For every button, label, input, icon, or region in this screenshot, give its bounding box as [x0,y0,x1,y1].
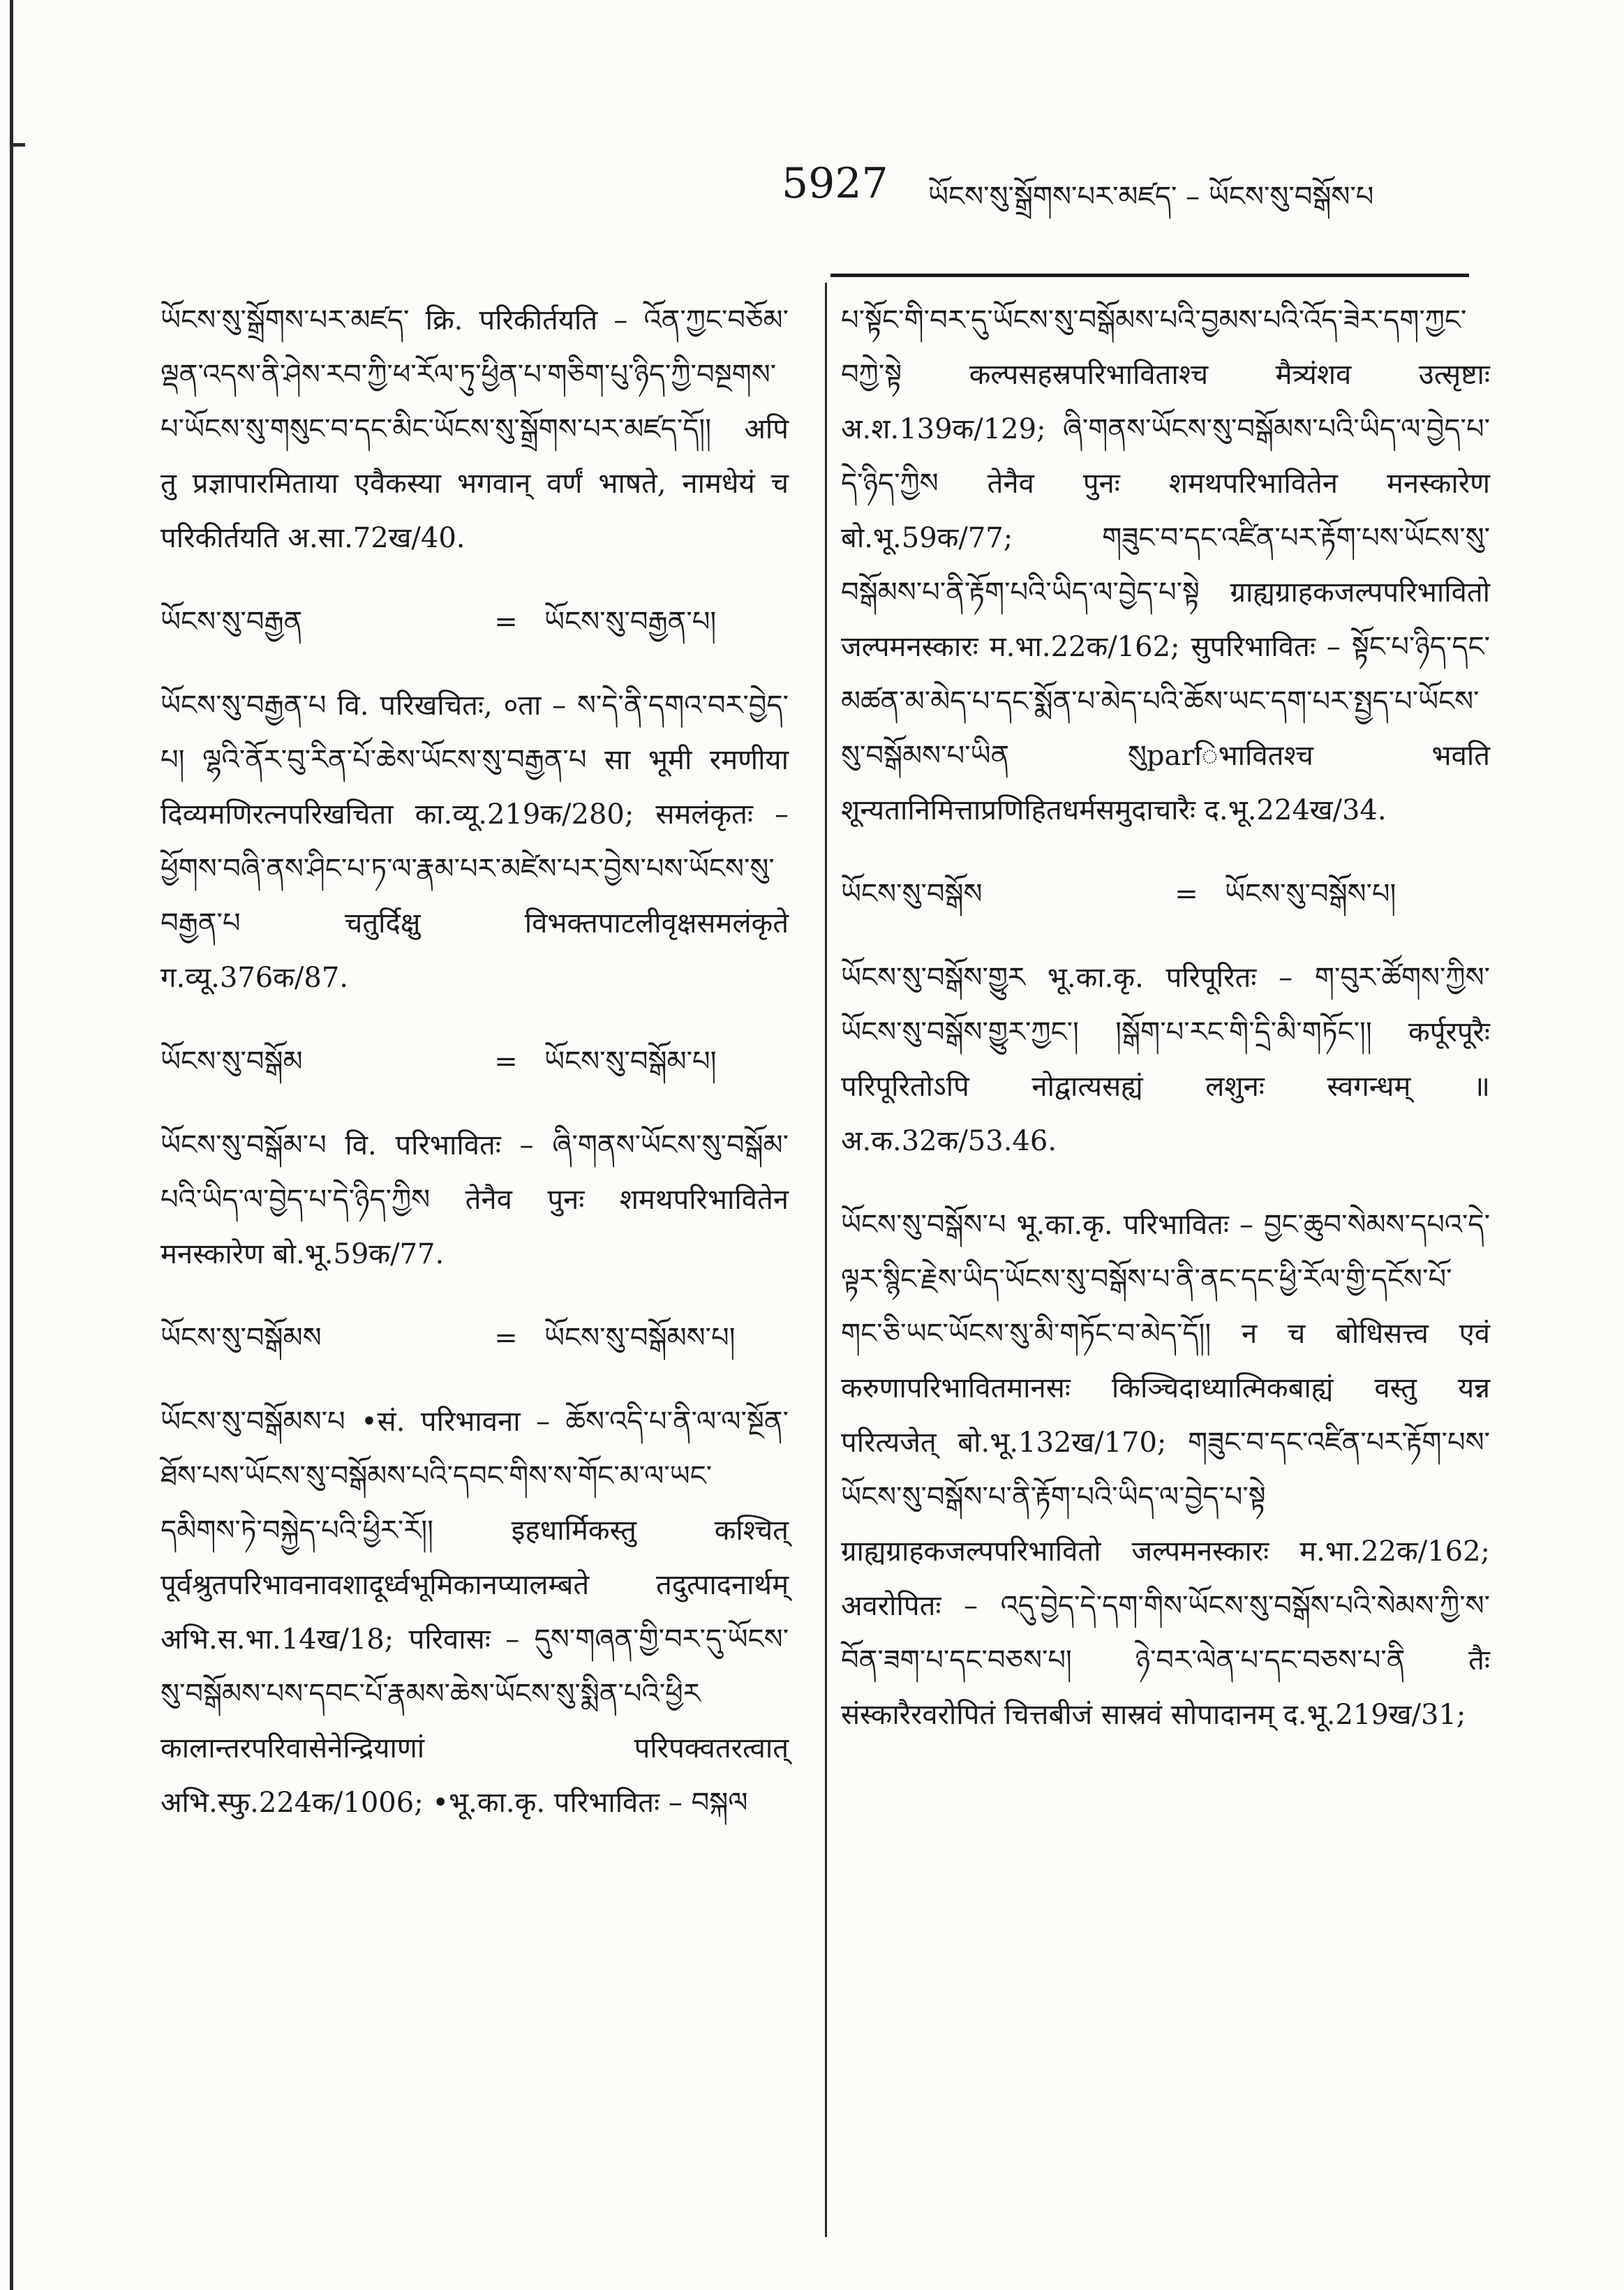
xref-target: ཡོངས་སུ་བརྒྱན་པ། [544,606,717,638]
dictionary-entry [841,1198,1490,1742]
xref-target: ཡོངས་སུ་བསྒོམས་པ། [544,1322,736,1354]
header-rule [830,274,1469,277]
dictionary-entry [161,678,789,1005]
xref-equals: = [494,606,518,638]
xref-equals: = [1175,878,1198,910]
cross-reference [161,1034,789,1089]
xref-equals: = [494,1046,518,1078]
cross-reference [161,1311,789,1365]
entry-text: ཡོངས་སུ་བརྒྱན་པ वि. परिखचितः, ०ता – ས་དེ་ནི་དགའ་བར་བྱེད་པ། ལྷའི་ནོར་བུ་རིན་པོ་ཆེས་ཡོངས་སུ་བརྒྱན་པ सा भूमी रमणीया दिव्यमणिरत्नपरिखचिता का.व्यू.219क/280; समलंकृतः – ཕྱོགས་བཞི་ནས་ཤིང་པ་ཏ་ལ་རྣམ་པར་མཛེས་པར་བྱེས་པས་ཡོངས་སུ་བརྒྱན་པ चतुर्दिक्षु विभक्तपाटलीवृक्षसमलंकृते ग.व्यू.376क/87. [161,690,789,994]
dictionary-entry [841,951,1490,1168]
xref-target: ཡོངས་སུ་བསྒོམ་པ། [544,1046,717,1078]
binding-margin-line [10,0,13,2290]
entry-text: ཡོངས་སུ་སྒྲོགས་པར་མཛད་ क्रि. परिकीर्तयति – འོན་ཀྱང་བཅོམ་ལྡན་འདས་ནི་ཤེས་རབ་ཀྱི་ཕ་རོལ་ཏུ་ཕྱིན་པ་གཅིག་པུ་ཉིད་ཀྱི་བསྔགས་པ་ཡོངས་སུ་གསུང་བ་དང་མིང་ཡོངས་སུ་སྒྲོགས་པར་མཛད་དོ།། अपि तु प्रज्ञापारमिताया एवैकस्या भगवान् वर्णं भाषते, नामधेयं च परिकीर्तयति अ.सा.72ख/40. [161,304,789,554]
column-divider [825,283,827,2237]
dictionary-entry [161,1118,789,1281]
xref-headword: ཡོངས་སུ་བརྒྱན [161,606,303,638]
entry-text: ཡོངས་སུ་བསྒོས་པ भू.का.कृ. परिभावितः – བྱང་ཆུབ་སེམས་དཔའ་དེ་ལྟར་སྙིང་རྗེས་ཡིད་ཡོངས་སུ་བསྒོས་པ་ནི་ནང་དང་ཕྱི་རོལ་གྱི་དངོས་པོ་གང་ཅི་ཡང་ཡོངས་སུ་མི་གཏོང་བ་མེད་དོ།། न च बोधिसत्त्व एवं करुणापरिभावितमानसः किञ्चिदाध्यात्मिकबाह्यं वस्तु यन्न परित्यजेत् बो.भू.132ख/170; གཟུང་བ་དང་འཛིན་པར་རྟོག་པས་ཡོངས་སུ་བསྒོས་པ་ནི་རྟོག་པའི་ཡིད་ལ་བྱེད་པ་སྟེ ग्राह्यग्राहकजल्पपरिभावितो जल्पमनस्कारः म.भा.22क/162; अवरोपितः – འདུ་བྱེད་དེ་དག་གིས་ཡོངས་སུ་བསྒོས་པའི་སེམས་ཀྱི་ས་བོན་ཟག་པ་དང་བཅས་པ། ཉེ་བར་ལེན་པ་དང་བཅས་པ་ནི तैः संस्कारैरवरोपितं चित्तबीजं सास्रवं सोपादानम् द.भू.219ख/31; [841,1209,1490,1731]
entry-text: ཡོངས་སུ་བསྒོས་གྱུར भू.का.कृ. परिपूरितः – ག་བུར་ཚོགས་ཀྱིས་ཡོངས་སུ་བསྒོས་གྱུར་ཀྱང་། །སྒོག་པ་རང་གི་དྲི་མི་གཏོང་།། कर्पूरपूरैः परिपूरितोऽपि नोद्वात्यसह्यं लशुनः स्वगन्धम् ॥ अ.क.32क/53.46. [841,962,1490,1157]
entry-text: ཡོངས་སུ་བསྒོམས་པ •सं. परिभावना – ཆོས་འདི་པ་ནི་ལ་ལ་སྔོན་ཐོས་པས་ཡོངས་སུ་བསྒོམས་པའི་དབང་གིས་ས་གོང་མ་ལ་ཡང་དམིགས་ཏེ་བསྐྱེད་པའི་ཕྱིར་རོ།། इहधार्मिकस्तु कश्चित् पूर्वश्रुतपरिभावनावशादूर्ध्वभूमिकानप्यालम्बते तदुत्पादनार्थम् अभि.स.भा.14ख/18; परिवासः – དུས་གཞན་གྱི་བར་དུ་ཡོངས་སུ་བསྒོམས་པས་དབང་པོ་རྣམས་ཆེས་ཡོངས་སུ་སྨིན་པའི་ཕྱིར कालान्तरपरिवासेनेन्द्रियाणां परिपक्वतरत्वात् अभि.स्फु.224क/1006; •भू.का.कृ. परिभावितः – བསྐལ [161,1406,789,1819]
page-header [768,159,1463,222]
xref-headword: ཡོངས་སུ་བསྒོམ [161,1046,303,1078]
dictionary-entry [841,293,1490,838]
running-head: ཡོངས་སུ་སྒྲོགས་པར་མཛད་ – ཡོངས་སུ་བསྒོས་པ [928,181,1374,213]
cross-reference [841,867,1490,921]
binding-margin-tick [10,143,25,147]
entry-text: པ་སྟོང་གི་བར་དུ་ཡོངས་སུ་བསྒོམས་པའི་བྱམས་པའི་འོད་ཟེར་དག་ཀྱང་བཀྱེ་སྟེ कल्पसहस्रपरिभाविताश्च मैत्र्यंशव उत्सृष्टाः अ.श.139क/129; ཞི་གནས་ཡོངས་སུ་བསྒོམས་པའི་ཡིད་ལ་བྱེད་པ་དེ་ཉིད་ཀྱིས तेनैव पुनः शमथपरिभावितेन मनस्कारेण बो.भू.59क/77; གཟུང་བ་དང་འཛིན་པར་རྟོག་པས་ཡོངས་སུ་བསྒོམས་པ་ནི་རྟོག་པའི་ཡིད་ལ་བྱེད་པ་སྟེ ग्राह्यग्राहकजल्पपरिभावितो जल्पमनस्कारः म.भा.22क/162; सुपरिभावितः – སྟོང་པ་ཉིད་དང་མཚན་མ་མེད་པ་དང་སྨོན་པ་མེད་པའི་ཆོས་ཡང་དག་པར་སྤྱད་པ་ཡོངས་སུ་བསྒོམས་པ་ཡིན སུparिभावितश्च भवति शून्यतानिमित्ताप्रणिहितधर्मसमुदाचारैः द.भू.224ख/34. [841,304,1490,826]
cross-reference [161,595,789,649]
xref-target: ཡོངས་སུ་བསྒོས་པ། [1225,878,1396,910]
dictionary-entry [161,293,789,565]
left-column [161,293,789,1859]
xref-equals: = [494,1322,518,1354]
entry-text: ཡོངས་སུ་བསྒོམ་པ वि. परिभावितः – ཞི་གནས་ཡོངས་སུ་བསྒོམ་པའི་ཡིད་ལ་བྱེད་པ་དེ་ཉིད་ཀྱིས तेनैव पुनः शमथपरिभावितेन मनस्कारेण बो.भू.59क/77. [161,1129,789,1270]
right-column [841,293,1490,1771]
xref-headword: ཡོངས་སུ་བསྒོམས [161,1322,322,1354]
dictionary-entry [161,1395,789,1830]
page-number: 5927 [782,159,888,208]
xref-headword: ཡོངས་སུ་བསྒོས [841,878,983,910]
